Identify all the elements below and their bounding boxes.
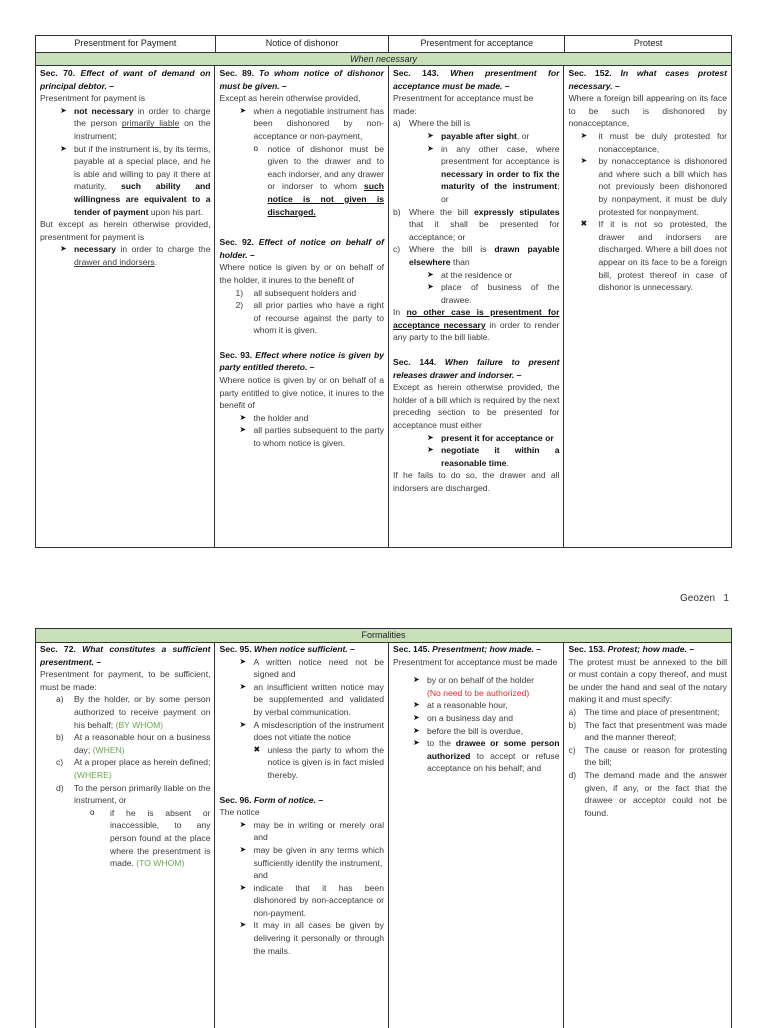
sec-143-heading: Sec. 143. When presentment for acceptance must be made. – bbox=[392, 68, 560, 91]
arrow-bullet-icon: ➤ bbox=[239, 844, 247, 854]
arrow-bullet-icon: ➤ bbox=[239, 656, 247, 666]
section-band-formalities: Formalities bbox=[36, 629, 731, 643]
list-item: ➤ by or on behalf of the holder bbox=[412, 675, 535, 686]
arrow-bullet-icon: ➤ bbox=[239, 105, 247, 115]
list-item: o notice of dishonor must be given to the drawer and to each indorser, and any drawer or indorser to whom such notice is not given is discharged. bbox=[253, 143, 384, 217]
list-item: ➤ place of business of the drawee. bbox=[426, 282, 560, 305]
header-notice-of-dishonor: Notice of dishonor bbox=[216, 36, 390, 52]
list-item: c) Where the bill is drawn payable elsewhere than bbox=[392, 244, 560, 267]
list-item: ➤ It may in all cases be given by delivering it personally or through the mails. bbox=[239, 920, 384, 956]
list-item: ➤ all parties subsequent to the party to whom notice is given. bbox=[239, 425, 384, 449]
sec-144-body: Except as herein otherwise provided, the holder of a bill which is required by the next preceding section to be presented for acceptance must either bbox=[392, 382, 560, 431]
list-item: ➤ present it for acceptance or bbox=[426, 432, 554, 443]
band-label: When necessary bbox=[349, 54, 418, 64]
sec-89-intro: Except as herein otherwise provided, bbox=[219, 93, 361, 104]
sec-92-heading: Sec. 92. Effect of notice on behalf of holder. – bbox=[219, 237, 385, 260]
page-number: 1 bbox=[723, 593, 729, 604]
list-item: ➤ before the bill is overdue, bbox=[412, 725, 524, 736]
sec-70-heading: Sec. 70. Effect of want of demand on principal debtor. – bbox=[40, 68, 211, 91]
arrow-bullet-icon: ➤ bbox=[239, 819, 247, 829]
col-notice-of-dishonor bbox=[215, 66, 389, 547]
col-protest bbox=[564, 66, 731, 547]
sec-144-end: If he fails to do so, the drawer and all indorsers are discharged. bbox=[392, 470, 560, 493]
col-notice-of-dishonor-formalities bbox=[215, 642, 389, 1028]
sec-72-body: Presentment for payment, to be sufficient, must be made: bbox=[40, 669, 211, 692]
col-presentment-for-payment-formalities bbox=[36, 642, 215, 1028]
list-item: ➤ not necessary in order to charge the person primarily liable on the instrument; bbox=[60, 105, 211, 141]
cross-bullet-icon: ✖ bbox=[580, 219, 588, 229]
cross-bullet-icon: ✖ bbox=[253, 744, 261, 754]
arrow-bullet-icon: ➤ bbox=[580, 156, 588, 166]
list-item: ✖ If it is not so protested, the drawer and indorsers are discharged. Where a bill does not appear on its face to be a foreign bill, protest thereof in case of dishonor is unnecessary. bbox=[580, 219, 727, 293]
list-item: ➤ to the drawee or some person authorized to accept or refuse acceptance on his behalf; and bbox=[412, 738, 560, 774]
arrow-bullet-icon: ➤ bbox=[580, 130, 588, 140]
list-item: ➤ payable after sight, or bbox=[426, 130, 530, 141]
list-item-note: (No need to be authorized) bbox=[426, 687, 530, 698]
arrow-bullet-icon: ➤ bbox=[426, 445, 434, 455]
arrow-bullet-icon: ➤ bbox=[426, 130, 434, 140]
header-presentment-for-acceptance: Presentment for acceptance bbox=[389, 36, 565, 52]
table-formalities bbox=[35, 628, 732, 1028]
sec-95-heading: Sec. 95. When notice sufficient. – bbox=[219, 644, 355, 654]
sec-96-heading: Sec. 96. Form of notice. – bbox=[219, 794, 324, 805]
list-item: ➤ necessary in order to charge the drawer and indorsers. bbox=[60, 244, 211, 267]
sec-145-body: Presentment for acceptance must be made bbox=[392, 656, 558, 667]
list-item: 2) all prior parties who have a right of recourse against the party to whom it is given. bbox=[235, 300, 384, 336]
list-item: ➤ by nonacceptance is dishonored and where such a bill which has not previously been dishonored by nonpayment, it must be duly protested for nonpayment. bbox=[580, 156, 727, 217]
list-item: c) The cause or reason for protesting the bill; bbox=[568, 744, 727, 768]
arrow-bullet-icon: ➤ bbox=[60, 244, 67, 254]
sec-72-heading: Sec. 72. What constitutes a sufficient presentment. – bbox=[40, 644, 211, 667]
arrow-bullet-icon: ➤ bbox=[426, 432, 434, 442]
list-item-and: and bbox=[253, 870, 268, 881]
arrow-bullet-icon: ➤ bbox=[239, 425, 247, 435]
list-item: o if he is absent or inaccessible, to any person found at the place where the presentment is made. (TO WHOM) bbox=[90, 807, 211, 869]
arrow-bullet-icon: ➤ bbox=[60, 143, 67, 153]
list-item: ➤ at the residence or bbox=[426, 269, 513, 280]
sec-144-heading: Sec. 144. When failure to present releases drawer and indorser. – bbox=[392, 357, 560, 380]
list-item: 1) all subsequent holders and bbox=[235, 287, 357, 298]
list-item: d) To the person primarily liable on the instrument, or bbox=[56, 782, 211, 806]
list-item: ➤ but if the instrument is, by its terms, payable at a special place, and he is able and willing to pay it there at maturity, such ability and willingness are equivalent to a tender of payment upon his part. bbox=[60, 143, 211, 217]
footer-author: Geozen bbox=[680, 593, 716, 604]
sec-153-body: The protest must be annexed to the bill or must contain a copy thereof, and must be under the hand and seal of the notary making it and must specify: bbox=[568, 656, 727, 705]
sec-143-intro: Presentment for acceptance must be made: bbox=[392, 93, 534, 116]
list-item: ➤ indicate that it has been dishonored by non-acceptance or non-payment. bbox=[239, 882, 384, 918]
list-item: ➤ may be given in any terms which sufficiently identify the instrument, bbox=[239, 844, 384, 868]
list-item: ➤ the holder and bbox=[239, 412, 309, 423]
table-header-row bbox=[36, 36, 731, 53]
sec-70-intro: Presentment for payment is bbox=[40, 93, 146, 104]
arrow-bullet-icon: ➤ bbox=[239, 681, 247, 691]
col-presentment-for-payment bbox=[36, 66, 215, 547]
arrow-bullet-icon: ➤ bbox=[412, 738, 420, 748]
list-item: d) The demand made and the answer given, if any, or the fact that the drawee or acceptor could not be found. bbox=[568, 769, 727, 818]
arrow-bullet-icon: ➤ bbox=[412, 712, 420, 722]
arrow-bullet-icon: ➤ bbox=[60, 105, 67, 115]
col-protest-formalities bbox=[564, 642, 731, 1028]
sec-143-closing: In no other case is presentment for acceptance necessary in order to render any party to the bill liable. bbox=[392, 307, 560, 343]
list-item: a) By the holder, or by some person authorized to receive payment on his behalf; (BY WHOM) bbox=[56, 694, 211, 730]
page-footer bbox=[680, 593, 729, 604]
arrow-bullet-icon: ➤ bbox=[426, 143, 434, 153]
list-item: ➤ at a reasonable hour, bbox=[412, 700, 508, 711]
list-item: ✖ unless the party to whom the notice is given is in fact misled thereby. bbox=[253, 744, 384, 780]
circle-bullet-icon: o bbox=[90, 807, 95, 817]
sec-70-but: But except as herein otherwise provided, presentment for payment is bbox=[40, 219, 211, 242]
sec-89-heading: Sec. 89. To whom notice of dishonor must be given. – bbox=[219, 68, 384, 91]
col-presentment-for-acceptance-formalities bbox=[389, 642, 565, 1028]
sec-96-intro: The notice bbox=[219, 807, 260, 818]
list-item: ➤ A written notice need not be signed and bbox=[239, 656, 384, 680]
arrow-bullet-icon: ➤ bbox=[412, 675, 420, 685]
arrow-bullet-icon: ➤ bbox=[412, 725, 420, 735]
list-item: ➤ negotiate it within a reasonable time. bbox=[426, 445, 560, 468]
arrow-bullet-icon: ➤ bbox=[426, 282, 434, 292]
list-item: ➤ when a negotiable instrument has been dishonored by non-acceptance or non-payment, bbox=[239, 105, 384, 141]
list-item: ➤ A misdescription of the instrument does not vitiate the notice bbox=[239, 719, 384, 743]
list-item: a) Where the bill is bbox=[392, 118, 471, 129]
list-item: ➤ may be in writing or merely oral and bbox=[239, 819, 384, 843]
header-presentment-for-payment: Presentment for Payment bbox=[36, 36, 216, 52]
arrow-bullet-icon: ➤ bbox=[239, 412, 247, 422]
sec-92-body: Where notice is given by or on behalf of the holder, it inures to the benefit of bbox=[219, 262, 384, 285]
list-item: b) Where the bill expressly stipulates that it shall be presented for acceptance; or bbox=[392, 206, 560, 242]
list-item: c) At a proper place as herein defined; (WHERE) bbox=[56, 757, 211, 780]
circle-bullet-icon: o bbox=[253, 143, 258, 153]
list-item: ➤ on a business day and bbox=[412, 712, 513, 723]
col-presentment-for-acceptance bbox=[389, 66, 565, 547]
list-item: b) At a reasonable hour on a business day; (WHEN) bbox=[56, 732, 211, 755]
list-item: ➤ an insufficient written notice may be supplemented and validated by verbal communication. bbox=[239, 681, 384, 717]
sec-93-heading: Sec. 93. Effect where notice is given by party entitled thereto. – bbox=[219, 349, 384, 373]
list-item: b) The fact that presentment was made and the manner thereof; bbox=[568, 719, 727, 743]
arrow-bullet-icon: ➤ bbox=[426, 269, 434, 279]
arrow-bullet-icon: ➤ bbox=[239, 719, 247, 729]
sec-152-heading: Sec. 152. In what cases protest necessary. – bbox=[568, 68, 728, 91]
list-item: ➤ it must be duly protested for nonacceptance, bbox=[580, 130, 727, 154]
arrow-bullet-icon: ➤ bbox=[239, 882, 247, 892]
arrow-bullet-icon: ➤ bbox=[239, 920, 247, 930]
arrow-bullet-icon: ➤ bbox=[412, 700, 420, 710]
header-protest: Protest bbox=[633, 38, 663, 48]
sec-145-heading: Sec. 145. Presentment; how made. – bbox=[392, 644, 542, 654]
section-band-when-necessary bbox=[36, 53, 731, 66]
sec-153-heading: Sec. 153. Protest; how made. – bbox=[568, 644, 695, 654]
sec-93-body: Where notice is given by or on behalf of a party entitled to give notice, it inures to the benefit of bbox=[219, 375, 384, 411]
list-item: a) The time and place of presentment; bbox=[568, 706, 720, 717]
table-when-necessary bbox=[35, 35, 732, 548]
sec-152-body: Where a foreign bill appearing on its face to be such is dishonored by nonacceptance, bbox=[568, 93, 727, 129]
list-item: ➤ in any other case, where presentment for acceptance is necessary in order to fix the maturity of the instrument; or bbox=[426, 143, 560, 204]
